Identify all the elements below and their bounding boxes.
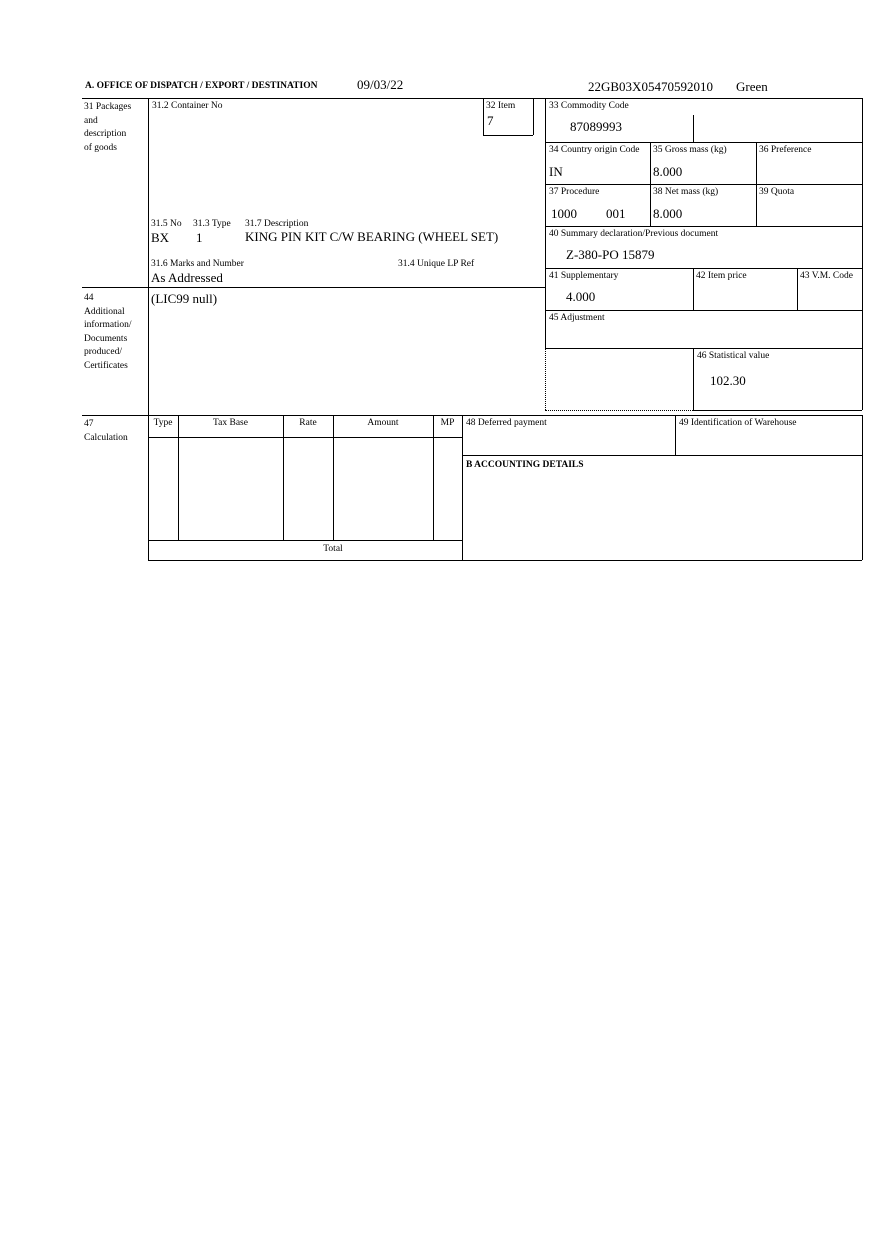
- calc-col-type-header: Type: [153, 418, 173, 428]
- packages-description-label: 31.7 Description: [245, 219, 309, 229]
- calc-col-rate-header: Rate: [299, 418, 317, 428]
- accounting-details-label: B ACCOUNTING DETAILS: [466, 460, 584, 470]
- goods-description-value: KING PIN KIT C/W BEARING (WHEEL SET): [245, 229, 499, 244]
- divider: [483, 135, 533, 136]
- supplementary-label: 41 Supplementary: [549, 271, 619, 281]
- box44-label-line: 44: [84, 293, 94, 303]
- item-number-value: 7: [487, 113, 494, 128]
- box44-label-line: information/: [84, 320, 132, 330]
- country-origin-label: 34 Country origin Code: [549, 145, 640, 155]
- divider: [148, 540, 462, 541]
- declaration-date: 09/03/22: [357, 77, 404, 92]
- divider: [675, 415, 676, 455]
- procedure-label: 37 Procedure: [549, 187, 600, 197]
- divider: [693, 410, 862, 411]
- procedure-value-main: 1000: [551, 206, 577, 221]
- statistical-value-label: 46 Statistical value: [697, 351, 770, 361]
- divider: [333, 415, 334, 540]
- divider: [533, 98, 534, 135]
- packages-no-value: BX: [151, 230, 170, 245]
- routing-status: Green: [736, 79, 768, 94]
- divider: [148, 437, 462, 438]
- gross-mass-label: 35 Gross mass (kg): [653, 145, 727, 155]
- box44-label-line: Certificates: [84, 360, 128, 371]
- adjustment-label: 45 Adjustment: [549, 313, 605, 323]
- divider: [178, 415, 179, 540]
- calc-col-taxbase-header: Tax Base: [213, 418, 248, 428]
- item-price-label: 42 Item price: [696, 271, 747, 281]
- box44-label-line: Documents: [84, 333, 128, 344]
- marks-and-number-value: As Addressed: [151, 270, 223, 285]
- divider: [693, 348, 694, 410]
- gross-mass-value: 8.000: [653, 164, 683, 179]
- item-number-label: 32 Item: [486, 101, 516, 111]
- box31-label-line: 31 Packages: [84, 102, 132, 112]
- office-of-dispatch-label: A. OFFICE OF DISPATCH / EXPORT / DESTINATION: [85, 81, 318, 91]
- divider: [545, 268, 862, 269]
- divider: [545, 226, 862, 227]
- net-mass-value: 8.000: [653, 206, 683, 221]
- divider: [82, 415, 862, 416]
- divider: [797, 268, 798, 310]
- warehouse-id-label: 49 Identification of Warehouse: [679, 418, 797, 428]
- divider: [545, 310, 862, 311]
- divider: [148, 560, 862, 561]
- divider: [756, 142, 757, 226]
- box47-calculation-label: [84, 418, 128, 445]
- box31-packages-label: [84, 101, 131, 155]
- net-mass-label: 38 Net mass (kg): [653, 187, 719, 197]
- box47-label-line: Calculation: [84, 432, 128, 443]
- divider: [545, 184, 862, 185]
- divider: [545, 98, 546, 348]
- packages-type-label: 31.3 Type: [193, 219, 231, 229]
- container-no-label: 31.2 Container No: [152, 101, 223, 111]
- divider: [462, 415, 463, 560]
- divider: [483, 98, 484, 135]
- divider: [545, 142, 862, 143]
- divider: [82, 98, 862, 99]
- divider: [433, 415, 434, 540]
- summary-declaration-label: 40 Summary declaration/Previous document: [549, 229, 719, 239]
- box31-label-line: description: [84, 129, 127, 139]
- dotted-divider: [545, 410, 693, 411]
- quota-label: 39 Quota: [759, 187, 795, 197]
- declaration-reference: 22GB03X05470592010: [588, 79, 713, 94]
- additional-info-value: (LIC99 null): [151, 291, 218, 306]
- commodity-code-label: 33 Commodity Code: [549, 101, 629, 111]
- statistical-value-value: 102.30: [710, 373, 746, 388]
- box31-label-line: of goods: [84, 142, 117, 153]
- box44-additional-info-label: [84, 292, 132, 373]
- country-origin-value: IN: [549, 164, 563, 179]
- calc-col-mp-header: MP: [440, 418, 455, 428]
- box31-label-line: and: [84, 115, 98, 126]
- packages-type-value: 1: [196, 230, 203, 245]
- divider: [862, 415, 863, 560]
- summary-declaration-value: Z-380-PO 15879: [566, 247, 655, 262]
- dotted-divider: [545, 348, 546, 410]
- divider: [650, 142, 651, 226]
- box44-label-line: produced/: [84, 347, 122, 357]
- commodity-code-value: 87089993: [570, 119, 622, 134]
- preference-label: 36 Preference: [759, 145, 812, 155]
- supplementary-value: 4.000: [566, 289, 596, 304]
- divider: [462, 455, 862, 456]
- divider: [283, 415, 284, 540]
- divider: [693, 268, 694, 310]
- unique-lp-ref-label: 31.4 Unique LP Ref: [398, 259, 475, 269]
- packages-no-label: 31.5 No: [151, 219, 182, 229]
- divider: [545, 348, 862, 349]
- vm-code-label: 43 V.M. Code: [800, 271, 853, 281]
- divider: [862, 98, 863, 410]
- marks-and-number-label: 31.6 Marks and Number: [151, 259, 244, 269]
- divider: [82, 287, 545, 288]
- deferred-payment-label: 48 Deferred payment: [466, 418, 547, 428]
- procedure-value-sub: 001: [606, 206, 626, 221]
- calc-col-amount-header: Amount: [367, 418, 399, 428]
- calc-total-label: Total: [323, 544, 343, 554]
- box47-label-line: 47: [84, 419, 94, 429]
- box44-label-line: Additional: [84, 306, 125, 317]
- divider: [693, 115, 694, 142]
- divider: [148, 98, 149, 560]
